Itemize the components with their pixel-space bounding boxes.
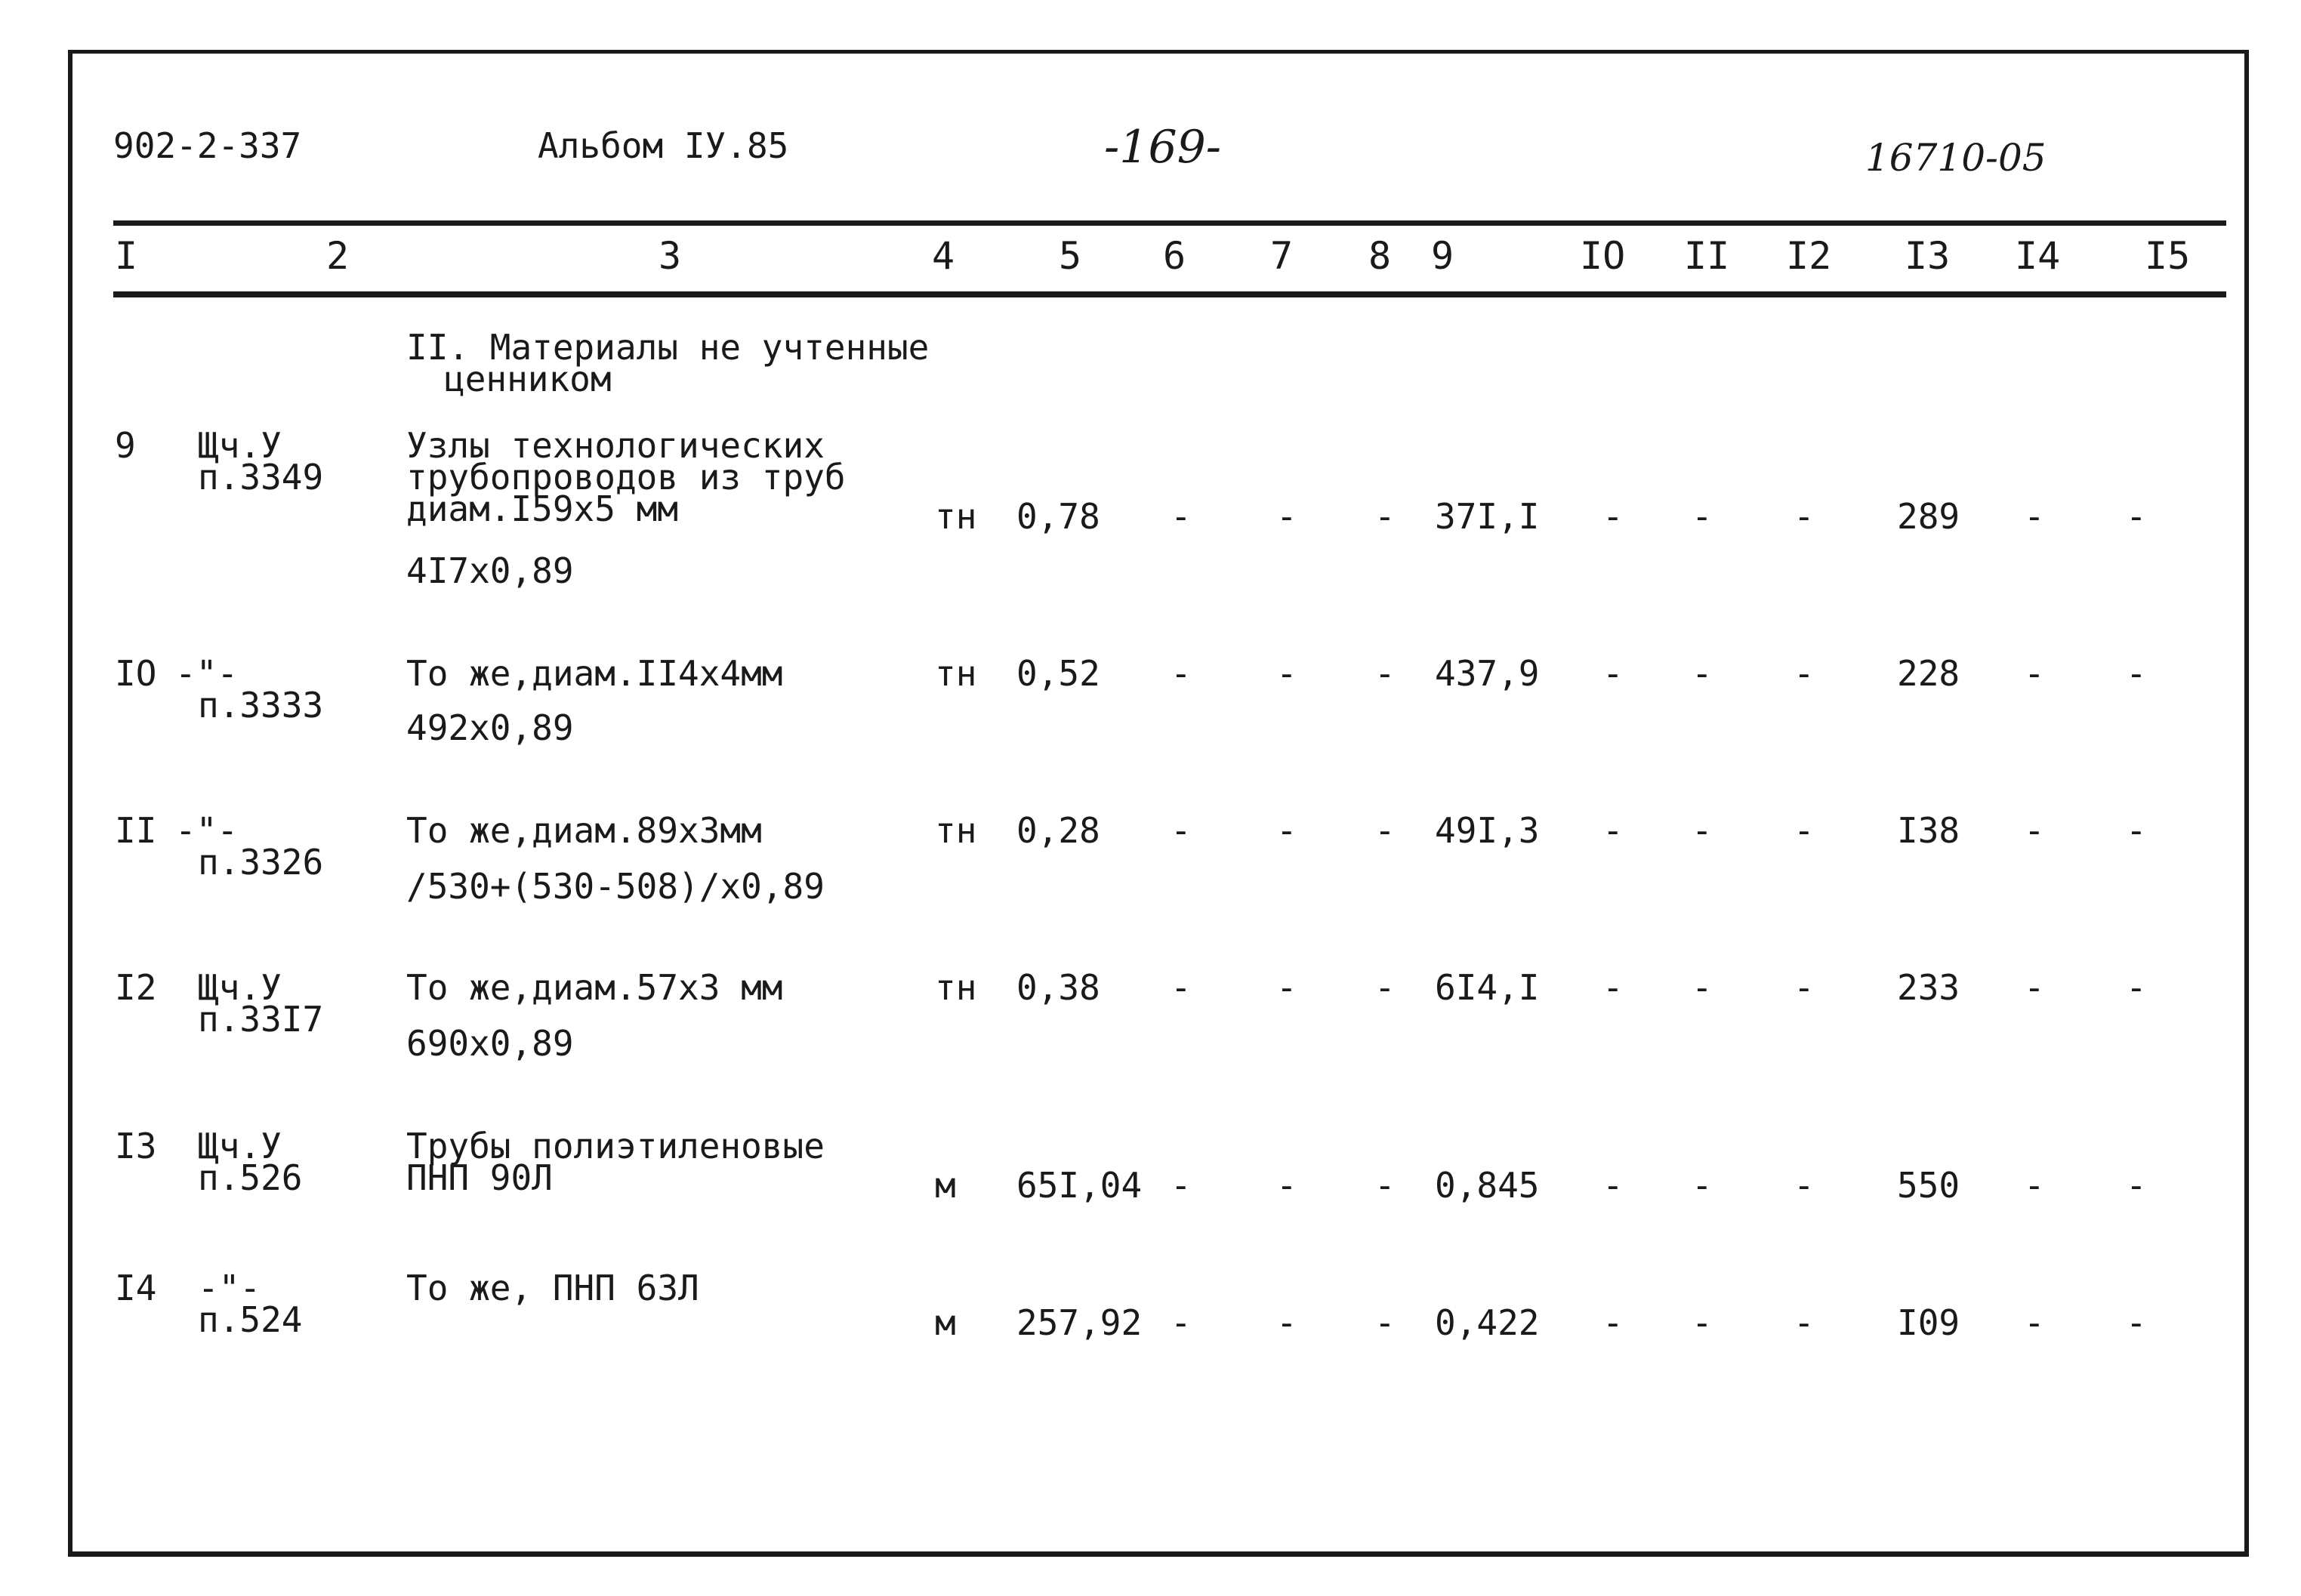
total: 550 bbox=[1897, 1165, 1960, 1206]
cell-col11: - bbox=[1692, 1302, 1713, 1343]
cell-col14: - bbox=[2024, 967, 2045, 1008]
cell-col15: - bbox=[2126, 496, 2147, 537]
calculation: /530+(530-508)/x0,89 bbox=[406, 866, 825, 907]
price-reference: п.526 bbox=[198, 1157, 303, 1198]
cell-col14: - bbox=[2024, 496, 2045, 537]
cell-col11: - bbox=[1692, 496, 1713, 537]
quantity: 0,78 bbox=[1016, 496, 1100, 537]
cell-col7: - bbox=[1276, 653, 1297, 694]
cell-col11: - bbox=[1692, 653, 1713, 694]
column-number: 7 bbox=[1270, 234, 1294, 278]
row-number: IO bbox=[115, 653, 157, 694]
material-name: Трубы полиэтиленовые bbox=[406, 1126, 825, 1166]
calculation: 690x0,89 bbox=[406, 1023, 574, 1064]
price-reference: -"- bbox=[198, 1268, 261, 1308]
cell-col10: - bbox=[1602, 967, 1624, 1008]
cell-col8: - bbox=[1374, 967, 1396, 1008]
price-reference: п.524 bbox=[198, 1299, 303, 1340]
row-number: 9 bbox=[115, 425, 136, 466]
row-number: I4 bbox=[115, 1268, 157, 1308]
cell-col12: - bbox=[1794, 1165, 1815, 1206]
price-reference: Щч.У bbox=[198, 967, 282, 1008]
cell-col6: - bbox=[1171, 810, 1192, 851]
cell-col12: - bbox=[1794, 496, 1815, 537]
header-rule-bottom bbox=[113, 291, 2226, 297]
cell-col10: - bbox=[1602, 1165, 1624, 1206]
cell-col10: - bbox=[1602, 653, 1624, 694]
stamp-number: 16710-05 bbox=[1865, 136, 2047, 180]
unit: м bbox=[935, 1165, 956, 1206]
column-number: I4 bbox=[2015, 234, 2061, 278]
cell-col7: - bbox=[1276, 1165, 1297, 1206]
column-number: 3 bbox=[659, 234, 682, 278]
row-number: I3 bbox=[115, 1126, 157, 1166]
unit: тн bbox=[935, 653, 977, 694]
column-number: I2 bbox=[1786, 234, 1832, 278]
price-reference: п.3333 bbox=[198, 685, 324, 726]
cell-col8: - bbox=[1374, 1165, 1396, 1206]
material-name: Узлы технологических bbox=[406, 425, 825, 466]
price-reference: п.3326 bbox=[198, 842, 324, 883]
price-reference: -"- bbox=[175, 810, 239, 851]
cell-col11: - bbox=[1692, 1165, 1713, 1206]
column-number: 6 bbox=[1163, 234, 1186, 278]
section-title: II. Материалы не учтенные bbox=[406, 327, 930, 368]
header-rule-top bbox=[113, 220, 2226, 226]
quantity: 0,28 bbox=[1016, 810, 1100, 851]
material-name: диам.I59x5 мм bbox=[406, 488, 679, 529]
unit: тн bbox=[935, 967, 977, 1008]
column-number: II bbox=[1684, 234, 1730, 278]
cell-col15: - bbox=[2126, 967, 2147, 1008]
total: I38 bbox=[1897, 810, 1960, 851]
material-name: То же,диам.89x3мм bbox=[406, 810, 762, 851]
cell-col6: - bbox=[1171, 496, 1192, 537]
quantity: 0,52 bbox=[1016, 653, 1100, 694]
column-number: 2 bbox=[326, 234, 350, 278]
cell-col7: - bbox=[1276, 1302, 1297, 1343]
column-number: IO bbox=[1580, 234, 1626, 278]
cell-col6: - bbox=[1171, 1302, 1192, 1343]
cell-col8: - bbox=[1374, 1302, 1396, 1343]
cell-col7: - bbox=[1276, 810, 1297, 851]
cell-col14: - bbox=[2024, 810, 2045, 851]
total: 289 bbox=[1897, 496, 1960, 537]
cell-col11: - bbox=[1692, 810, 1713, 851]
price-reference: п.33I7 bbox=[198, 999, 324, 1040]
total: 233 bbox=[1897, 967, 1960, 1008]
column-number: 8 bbox=[1368, 234, 1392, 278]
price-reference: Щч.У bbox=[198, 425, 282, 466]
total: I09 bbox=[1897, 1302, 1960, 1343]
cell-col6: - bbox=[1171, 1165, 1192, 1206]
material-name: То же,диам.II4x4мм bbox=[406, 653, 783, 694]
cell-col12: - bbox=[1794, 967, 1815, 1008]
column-number: 4 bbox=[932, 234, 955, 278]
quantity: 65I,04 bbox=[1016, 1165, 1143, 1206]
cell-col11: - bbox=[1692, 967, 1713, 1008]
cell-col7: - bbox=[1276, 496, 1297, 537]
cell-col10: - bbox=[1602, 496, 1624, 537]
column-number: 9 bbox=[1431, 234, 1454, 278]
cell-col8: - bbox=[1374, 496, 1396, 537]
cell-col15: - bbox=[2126, 1165, 2147, 1206]
cell-col10: - bbox=[1602, 810, 1624, 851]
total: 228 bbox=[1897, 653, 1960, 694]
section-title: ценником bbox=[444, 359, 612, 399]
unit: тн bbox=[935, 810, 977, 851]
quantity: 257,92 bbox=[1016, 1302, 1143, 1343]
cell-col15: - bbox=[2126, 1302, 2147, 1343]
row-number: I2 bbox=[115, 967, 157, 1008]
cell-col14: - bbox=[2024, 1165, 2045, 1206]
unit: тн bbox=[935, 496, 977, 537]
cell-col15: - bbox=[2126, 810, 2147, 851]
calculation: 492x0,89 bbox=[406, 707, 574, 748]
material-name: То же,диам.57x3 мм bbox=[406, 967, 783, 1008]
cell-col14: - bbox=[2024, 1302, 2045, 1343]
price-reference: п.3349 bbox=[198, 457, 324, 498]
page-number: -169- bbox=[1104, 121, 1222, 174]
cell-col10: - bbox=[1602, 1302, 1624, 1343]
calculation: 4I7x0,89 bbox=[406, 550, 574, 591]
cell-col14: - bbox=[2024, 653, 2045, 694]
unit-price: 0,422 bbox=[1435, 1302, 1540, 1343]
column-number: I5 bbox=[2145, 234, 2191, 278]
cell-col15: - bbox=[2126, 653, 2147, 694]
album-label: Альбом IУ.85 bbox=[538, 125, 789, 166]
cell-col8: - bbox=[1374, 810, 1396, 851]
cell-col6: - bbox=[1171, 967, 1192, 1008]
unit-price: 37I,I bbox=[1435, 496, 1540, 537]
material-name: трубопроводов из труб bbox=[406, 457, 846, 498]
column-number: I3 bbox=[1905, 234, 1951, 278]
unit-price: 437,9 bbox=[1435, 653, 1540, 694]
material-name: ПНП 90Л bbox=[406, 1157, 553, 1198]
cell-col6: - bbox=[1171, 653, 1192, 694]
unit: м bbox=[935, 1302, 956, 1343]
unit-price: 0,845 bbox=[1435, 1165, 1540, 1206]
price-reference: Щч.У bbox=[198, 1126, 282, 1166]
cell-col12: - bbox=[1794, 653, 1815, 694]
unit-price: 49I,3 bbox=[1435, 810, 1540, 851]
cell-col12: - bbox=[1794, 810, 1815, 851]
cell-col7: - bbox=[1276, 967, 1297, 1008]
material-name: То же, ПНП 63Л bbox=[406, 1268, 699, 1308]
cell-col12: - bbox=[1794, 1302, 1815, 1343]
quantity: 0,38 bbox=[1016, 967, 1100, 1008]
price-reference: -"- bbox=[175, 653, 239, 694]
column-number: 5 bbox=[1059, 234, 1082, 278]
unit-price: 6I4,I bbox=[1435, 967, 1540, 1008]
column-number: I bbox=[115, 234, 138, 278]
row-number: II bbox=[115, 810, 157, 851]
cell-col8: - bbox=[1374, 653, 1396, 694]
doc-code: 902-2-337 bbox=[113, 125, 302, 166]
